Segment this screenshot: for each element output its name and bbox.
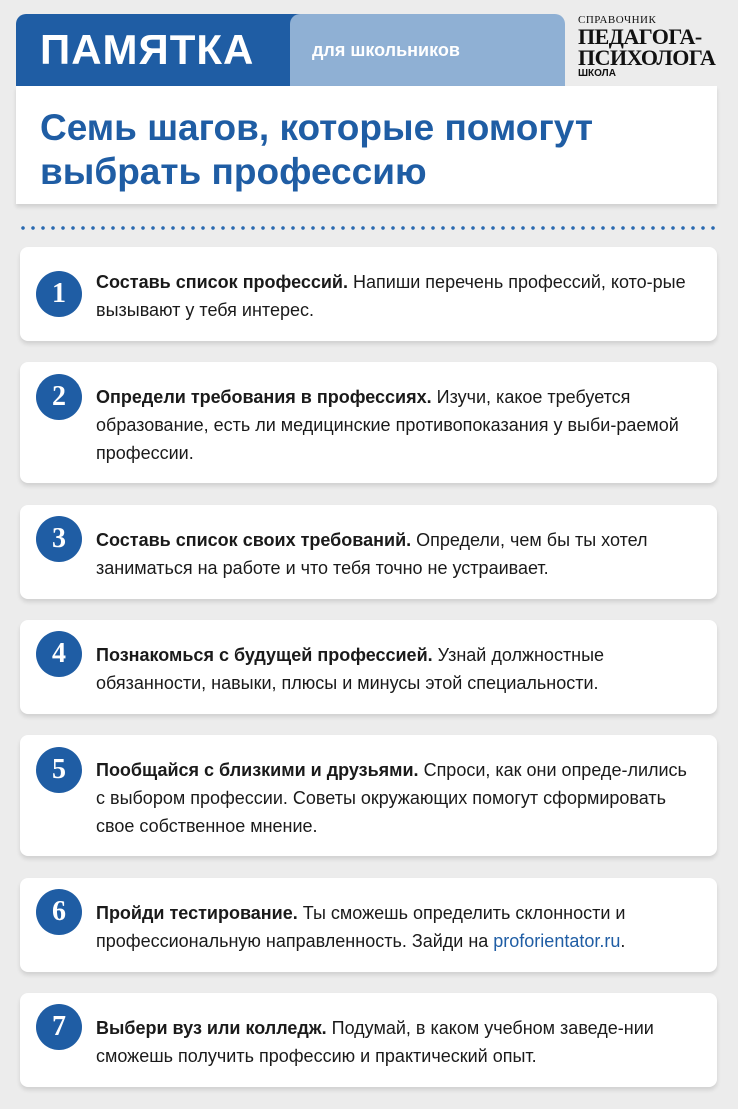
step-heading: Выбери вуз или колледж. (96, 1018, 327, 1038)
step-text (96, 756, 687, 840)
step-heading: Определи требования в профессиях. (96, 387, 432, 407)
step-number: 4 (36, 631, 82, 677)
step-text (96, 641, 687, 697)
logo-line4: ШКОЛА (578, 68, 616, 79)
step-body: Изучи, какое требуется образование, есть ли медицинские противопоказания у выби-раемой профессии. (96, 387, 679, 463)
step-number: 3 (36, 516, 82, 562)
step-number: 6 (36, 889, 82, 935)
step-body: Определи, чем бы ты хотел заниматься на работе и что тебя точно не устраивает. (96, 530, 648, 578)
step-card-5 (20, 735, 717, 856)
memo-label: ПАМЯТКА (40, 26, 255, 73)
step-body-end: . (620, 931, 626, 951)
step-heading: Познакомься с будущей профессией. (96, 645, 433, 665)
step-body: Ты сможешь определить склонности и профессиональную направленность. Зайди на (96, 903, 626, 951)
step-card-3 (20, 505, 717, 599)
step-card-7 (20, 993, 717, 1087)
step-body: Напиши перечень профессий, кото-рые вызывают у тебя интерес. (96, 272, 686, 320)
step-heading: Пройди тестирование. (96, 903, 298, 923)
title-box (16, 86, 717, 204)
page-title: Семь шагов, которые помогут выбрать профессию (40, 107, 593, 192)
step-number: 2 (36, 374, 82, 420)
step-card-2 (20, 362, 717, 483)
dotted-divider (18, 226, 718, 230)
step-card-6 (20, 878, 717, 972)
logo-line1: СПРАВОЧНИК (578, 14, 657, 26)
step-body: Спроси, как они опреде-лились с выбором профессии. Советы окружающих помогут сформировать свое собственное мнение. (96, 760, 687, 836)
audience-label: для школьников (312, 39, 460, 60)
step-body: Узнай должностные обязанности, навыки, плюсы и минусы этой специальности. (96, 645, 605, 693)
header-subtitle-tab (290, 14, 565, 86)
step-heading: Пообщайся с близкими и друзьями. (96, 760, 419, 780)
header-tab (16, 14, 306, 86)
step-number: 7 (36, 1004, 82, 1050)
step-heading: Составь список своих требований. (96, 530, 412, 550)
step-text (96, 899, 687, 955)
step-card-1 (20, 247, 717, 341)
publisher-logo (578, 14, 728, 80)
step-card-4 (20, 620, 717, 714)
proforientator-link[interactable]: proforientator.ru (493, 931, 621, 951)
step-heading: Составь список профессий. (96, 272, 348, 292)
step-text (96, 526, 687, 582)
step-text (96, 1014, 687, 1070)
logo-line2: ПЕДАГОГА- (578, 24, 702, 49)
logo-line3: ПСИХОЛОГА (578, 45, 716, 70)
step-text (96, 268, 687, 324)
step-text (96, 383, 687, 467)
step-body: Подумай, в каком учебном заведе-нии сможешь получить профессию и практический опыт. (96, 1018, 654, 1066)
step-number: 5 (36, 747, 82, 793)
step-number: 1 (36, 271, 82, 317)
